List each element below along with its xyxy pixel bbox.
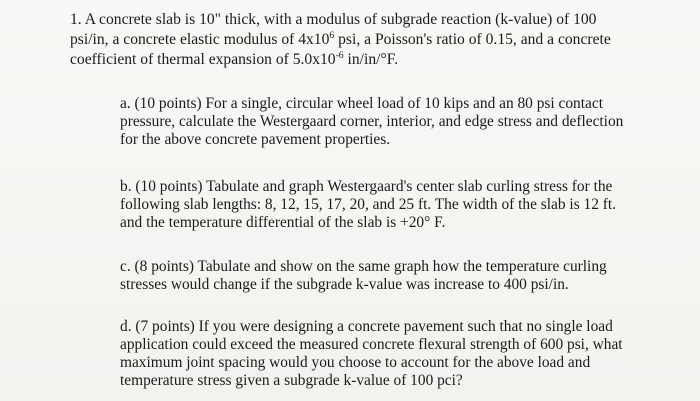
thermal-coefficient-exponent: -6 xyxy=(335,50,344,62)
elastic-modulus-exponent: 6 xyxy=(329,30,335,42)
part-d-line: application could exceed the measured concrete flexural strength of 600 psi, what xyxy=(120,336,623,353)
part-a-line: for the above concrete pavement properties. xyxy=(120,131,391,148)
part-d-line: d. (7 points) If you were designing a concrete pavement such that no single load xyxy=(120,318,613,335)
problem-line-1 xyxy=(70,10,680,30)
problem-text-2-post: psi, a Poisson's ratio of 0.15, and a concrete xyxy=(334,31,611,48)
problem-text-3-pre: coefficient of thermal expansion of 5.0x10 xyxy=(70,51,336,68)
problem-text-3-post: in/in/°F. xyxy=(343,51,399,68)
problem-text-2-pre: psi/in, a concrete elastic modulus of 4x10 xyxy=(70,31,330,48)
problem-line-2 xyxy=(70,30,680,50)
problem-statement xyxy=(70,10,680,70)
part-c-line: stresses would change if the subgrade k-value was increase to 400 psi/in. xyxy=(120,276,569,293)
part-d-line: maximum joint spacing would you choose to account for the above load and xyxy=(120,354,591,371)
part-b-line: following slab lengths: 8, 12, 15, 17, 20, and 25 ft. The width of the slab is 12 ft. xyxy=(120,196,617,213)
problem-line-3 xyxy=(70,50,680,70)
part-b-line: and the temperature differential of the slab is +20° F. xyxy=(120,214,446,231)
part-d-line: temperature stress given a subgrade k-value of 100 pci? xyxy=(120,372,463,389)
part-b xyxy=(120,178,685,232)
problem-number: 1. xyxy=(70,11,82,28)
part-a-line: pressure, calculate the Westergaard corner, interior, and edge stress and deflection xyxy=(120,113,624,130)
part-a xyxy=(120,95,685,149)
problem-text-1: A concrete slab is 10" thick, with a modulus of subgrade reaction (k-value) of 100 xyxy=(84,11,597,28)
part-c xyxy=(120,258,685,294)
part-d xyxy=(120,318,685,390)
part-a-line: a. (10 points) For a single, circular wheel load of 10 kips and an 80 psi contact xyxy=(120,95,603,112)
part-c-line: c. (8 points) Tabulate and show on the same graph how the temperature curling xyxy=(120,258,607,275)
part-b-line: b. (10 points) Tabulate and graph Westergaard's center slab curling stress for the xyxy=(120,178,613,195)
